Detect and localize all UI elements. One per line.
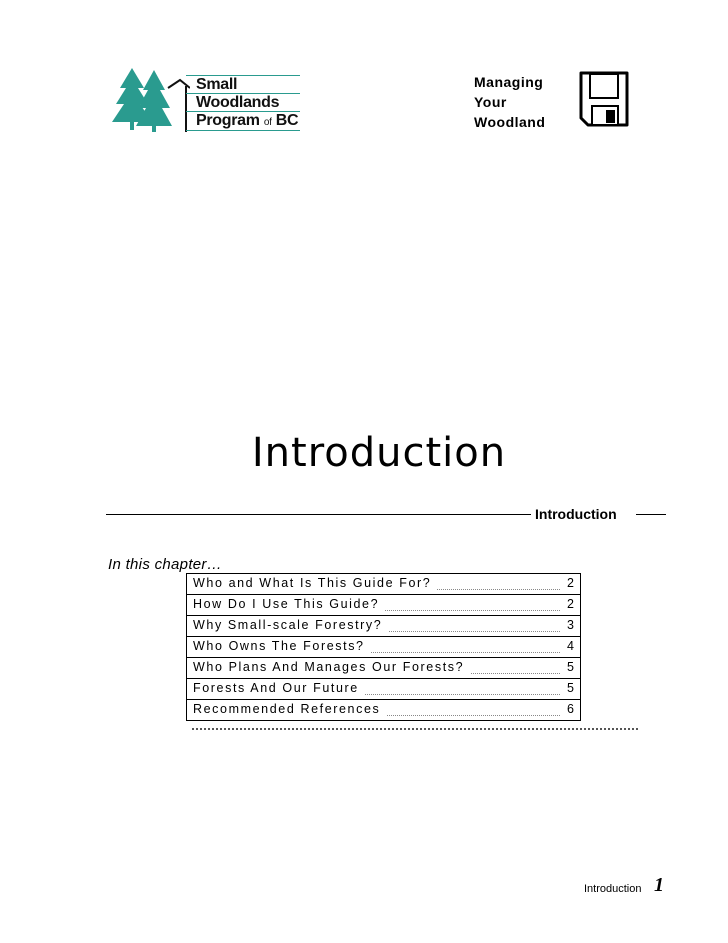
in-this-chapter-heading: In this chapter… xyxy=(108,556,223,573)
series-title-line-1: Managing xyxy=(474,74,544,90)
toc-row[interactable] xyxy=(186,658,581,679)
toc-page: 5 xyxy=(563,681,574,695)
toc-page: 5 xyxy=(563,660,574,674)
rule-right xyxy=(636,514,666,515)
toc-title: Recommended References xyxy=(193,702,386,716)
small-woodlands-logo xyxy=(110,66,310,136)
series-title-line-3: Woodland xyxy=(474,114,546,130)
logo-text-small: Small xyxy=(196,76,238,93)
footer-section-label: Introduction xyxy=(584,883,642,895)
toc-page: 3 xyxy=(563,618,574,632)
rule-left xyxy=(106,514,531,515)
toc-page: 4 xyxy=(563,639,574,653)
toc-page: 2 xyxy=(563,576,574,590)
toc-title: How Do I Use This Guide? xyxy=(193,597,385,611)
series-title-line-2: Your xyxy=(474,94,507,110)
toc-page: 6 xyxy=(563,702,574,716)
series-title xyxy=(474,72,545,132)
dotted-separator xyxy=(192,728,638,730)
toc-row[interactable] xyxy=(186,679,581,700)
toc-row[interactable] xyxy=(186,595,581,616)
toc-title: Why Small-scale Forestry? xyxy=(193,618,388,632)
floppy-disk-icon xyxy=(578,70,630,128)
logo-text-woodlands: Woodlands xyxy=(196,94,280,111)
toc-row[interactable] xyxy=(186,700,581,721)
trees-barn-icon xyxy=(110,66,190,136)
toc-row[interactable] xyxy=(186,616,581,637)
toc-title: Who Plans And Manages Our Forests? xyxy=(193,660,470,674)
toc-title: Who and What Is This Guide For? xyxy=(193,576,437,590)
toc-row[interactable] xyxy=(186,573,581,595)
toc-title: Forests And Our Future xyxy=(193,681,365,695)
toc-row[interactable] xyxy=(186,637,581,658)
chapter-title: Introduction xyxy=(251,430,507,476)
table-of-contents xyxy=(186,573,581,721)
logo-text-program: Program of BC xyxy=(196,112,299,129)
toc-page: 2 xyxy=(563,597,574,611)
section-label: Introduction xyxy=(535,506,617,522)
toc-title: Who Owns The Forests? xyxy=(193,639,371,653)
page-number: 1 xyxy=(654,874,664,896)
